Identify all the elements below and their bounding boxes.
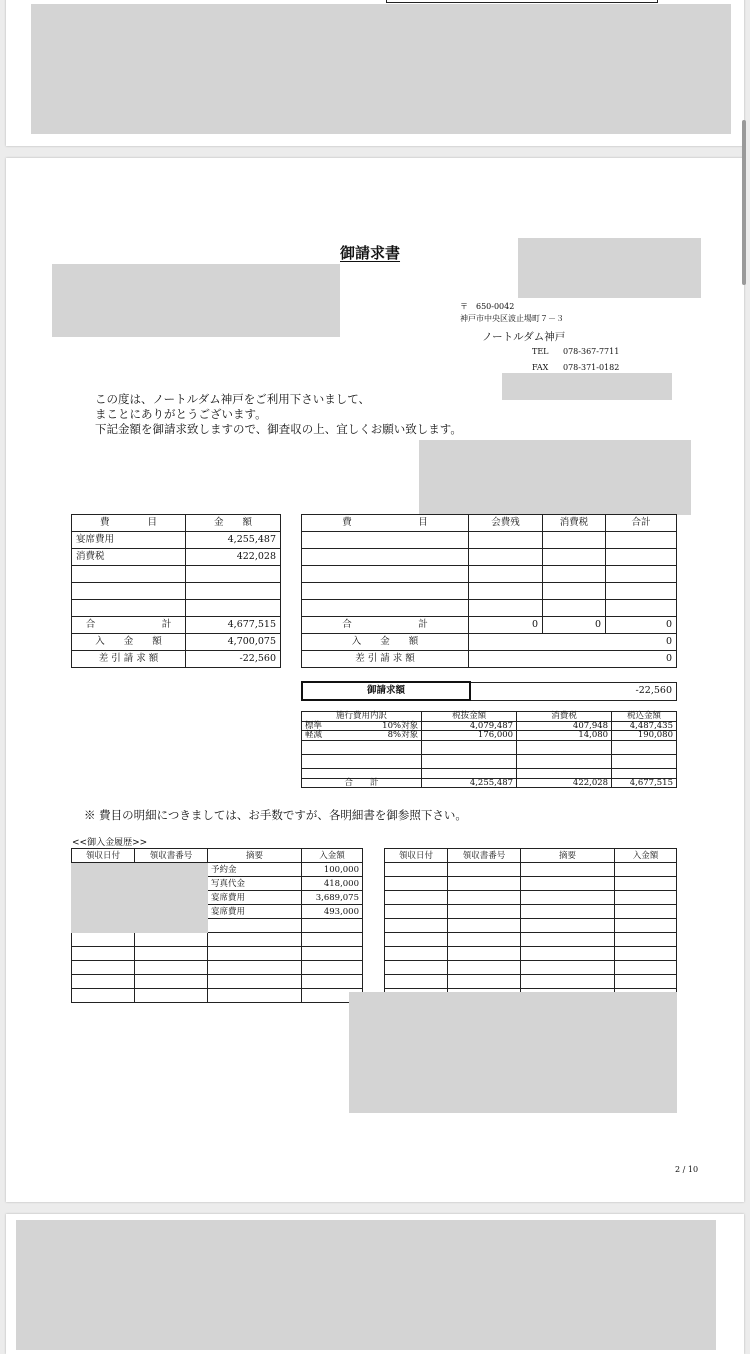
history-amount: 100,000 [302,863,363,877]
redacted-bottom-block [349,992,677,1113]
summary-item-amount: 422,028 [186,549,281,566]
table-row [385,891,677,905]
breakdown-type: 軽減 [302,731,345,741]
invoice-page [6,158,744,1202]
summary-item-amount: 4,255,487 [186,532,281,549]
table-row [302,566,677,583]
breakdown-total-gross: 4,677,515 [612,778,677,788]
history-amount: 493,000 [302,905,363,919]
scrollbar-thumb[interactable] [742,120,746,285]
history-desc: 宴席費用 [208,905,302,919]
document-title: 御請求書 [340,244,401,262]
member-header-tax: 消費税 [543,515,606,532]
table-row [302,532,677,549]
table-row [385,877,677,891]
table-row [72,989,363,1003]
member-total-tax: 0 [543,617,606,634]
history-desc: 写真代金 [208,877,302,891]
summary-total-value: 4,677,515 [186,617,281,634]
table-row [72,919,363,933]
greeting-line-2: まことにありがとうございます。 [95,407,267,421]
history-amount: 3,689,075 [302,891,363,905]
table-row [72,600,281,617]
tel-label: TEL [532,347,549,356]
summary-total-label: 合 計 [72,617,186,634]
page-number: 2 / 10 [675,1165,699,1174]
table-row [72,877,363,891]
member-paid-value: 0 [469,634,677,651]
table-row [385,975,677,989]
table-row [72,566,281,583]
table-row [302,731,677,741]
member-paid-row [302,634,677,651]
payment-history-table-2 [384,848,677,1003]
invoice-amount-row [302,682,677,700]
breakdown-header-tax: 消費税 [517,712,612,722]
redacted-cell [72,863,135,877]
breakdown-tax: 407,948 [517,721,612,731]
history-header-receipt: 領収書番号 [135,849,208,863]
street-address: 神戸市中央区波止場町７－３ [460,314,564,323]
redacted-area [31,4,731,134]
member-header-balance: 会費残 [469,515,543,532]
table-row [72,933,363,947]
summary-header-amount: 金 額 [186,515,281,532]
member-total-label: 合 計 [302,617,469,634]
greeting-line-3: 下記金額を御請求致しますので、御査収の上、宜しくお願い致します。 [95,422,462,436]
summary-paid-label: 入 金 額 [72,634,186,651]
history-amount: 418,000 [302,877,363,891]
summary-paid-value: 4,700,075 [186,634,281,651]
breakdown-total-net: 4,255,487 [422,778,517,788]
summary-paid-row [72,634,281,651]
breakdown-tax: 14,080 [517,731,612,741]
table-row [302,721,677,731]
table-row [72,975,363,989]
member-balance-value: 0 [469,651,677,668]
summary-header-item: 費 目 [72,515,186,532]
member-header-row [302,515,677,532]
table-row [385,933,677,947]
history-header-date: 領収日付 [385,849,448,863]
member-total-balance: 0 [469,617,543,634]
payment-history-table [71,848,363,1003]
table-row [72,947,363,961]
history-caption: <<御入金履歴>> [72,838,148,848]
breakdown-gross: 190,080 [612,731,677,741]
member-header-item: 費 目 [302,515,469,532]
breakdown-rate: 8%対象 [344,731,421,741]
tel-number: 078-367-7711 [563,347,620,356]
history-desc: 予約金 [208,863,302,877]
table-row [385,863,677,877]
table-row [72,583,281,600]
table-row [72,863,363,877]
member-balance-row [302,651,677,668]
table-row [302,740,677,754]
table-row [72,961,363,975]
table-row [72,532,281,549]
summary-item-name: 消費税 [72,549,186,566]
breakdown-type: 標準 [302,721,345,731]
member-total-row [302,617,677,634]
redacted-recipient [52,264,340,337]
breakdown-net: 176,000 [422,731,517,741]
next-page [6,1214,744,1354]
breakdown-gross: 4,487,435 [612,721,677,731]
history-header-desc: 摘要 [208,849,302,863]
summary-table [71,514,281,668]
history-header-row [72,849,363,863]
breakdown-header-type: 施行費用内訳 [302,712,422,722]
postal-code: 〒 650-0042 [460,302,515,311]
table-row [385,905,677,919]
breakdown-rate: 10%対象 [344,721,421,731]
table-row [302,600,677,617]
summary-total-row [72,617,281,634]
history-header-amount: 入金額 [615,849,677,863]
table-row [72,905,363,919]
breakdown-header-row [302,712,677,722]
greeting-line-1: この度は、ノートルダム神戸をご利用下さいまして、 [95,392,370,406]
redacted-address-extra [502,373,672,400]
history-desc: 宴席費用 [208,891,302,905]
note-text: ※ 費目の明細につきましては、お手数ですが、各明細書を御参照下さい。 [84,808,467,822]
table-row [302,768,677,778]
table-row [72,891,363,905]
redacted-block [419,440,691,515]
history-header-receipt: 領収書番号 [448,849,521,863]
history-header-desc: 摘要 [521,849,615,863]
table-row [385,947,677,961]
fax-number: 078-371-0182 [563,363,620,372]
summary-balance-row [72,651,281,668]
redacted-cell [135,863,208,877]
breakdown-header-gross: 税込金額 [612,712,677,722]
redacted-area [16,1220,716,1350]
table-row [385,961,677,975]
redacted-stamp [518,238,701,298]
member-paid-label: 入 金 額 [302,634,469,651]
previous-page-table-remnant [386,0,658,3]
company-name: ノートルダム神戸 [482,331,566,343]
table-row [302,754,677,768]
member-fee-table [301,514,677,668]
table-row [72,549,281,566]
table-row [385,919,677,933]
breakdown-header-net: 税抜金額 [422,712,517,722]
invoice-amount-table [301,681,677,701]
invoice-amount-value: -22,560 [470,682,677,700]
summary-header-row [72,515,281,532]
previous-page [6,0,744,146]
table-row [302,583,677,600]
breakdown-total-row [302,778,677,788]
invoice-amount-label: 御請求額 [302,682,470,700]
fax-label: FAX [532,363,549,372]
summary-item-name: 宴席費用 [72,532,186,549]
summary-balance-label: 差 引 請 求 額 [72,651,186,668]
history-header-row [385,849,677,863]
member-balance-label: 差 引 請 求 額 [302,651,469,668]
member-total-sum: 0 [606,617,677,634]
breakdown-total-label: 合 計 [302,778,422,788]
tax-breakdown-table [301,711,677,788]
table-row [302,549,677,566]
summary-balance-value: -22,560 [186,651,281,668]
history-header-date: 領収日付 [72,849,135,863]
breakdown-net: 4,079,487 [422,721,517,731]
breakdown-total-tax: 422,028 [517,778,612,788]
history-header-amount: 入金額 [302,849,363,863]
member-header-total: 合計 [606,515,677,532]
